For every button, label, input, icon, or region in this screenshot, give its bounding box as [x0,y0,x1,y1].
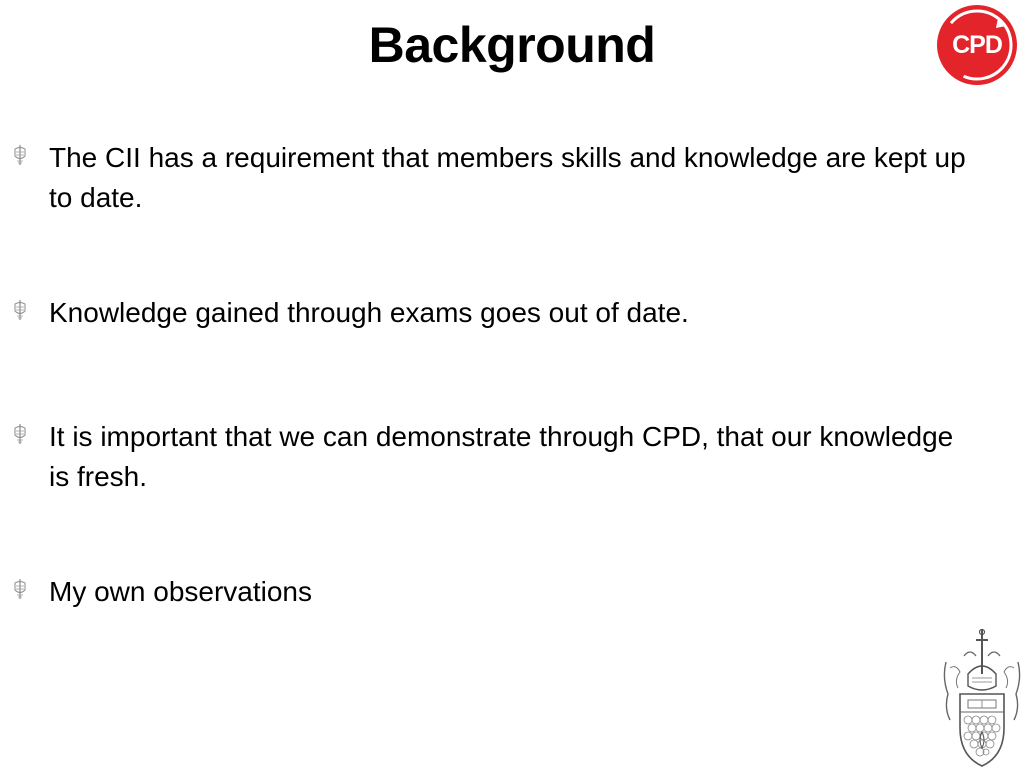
crest-bullet-icon [12,299,28,321]
bullet-text: Knowledge gained through exams goes out of date. [49,297,689,328]
slide-title: Background [368,17,656,73]
crest-bullet-icon [12,144,28,166]
crest-bullet-icon [12,423,28,445]
cpd-logo-label: CPD [952,31,1002,59]
bullet-text: It is important that we can demonstrate through CPD, that our knowledge is fresh. [49,421,954,492]
bullet-text: The CII has a requirement that members skills and knowledge are kept up to date. [49,142,966,213]
crest-bullet-icon [12,578,28,600]
bullet-text: My own observations [49,576,313,607]
coat-of-arms-icon [940,628,1024,768]
